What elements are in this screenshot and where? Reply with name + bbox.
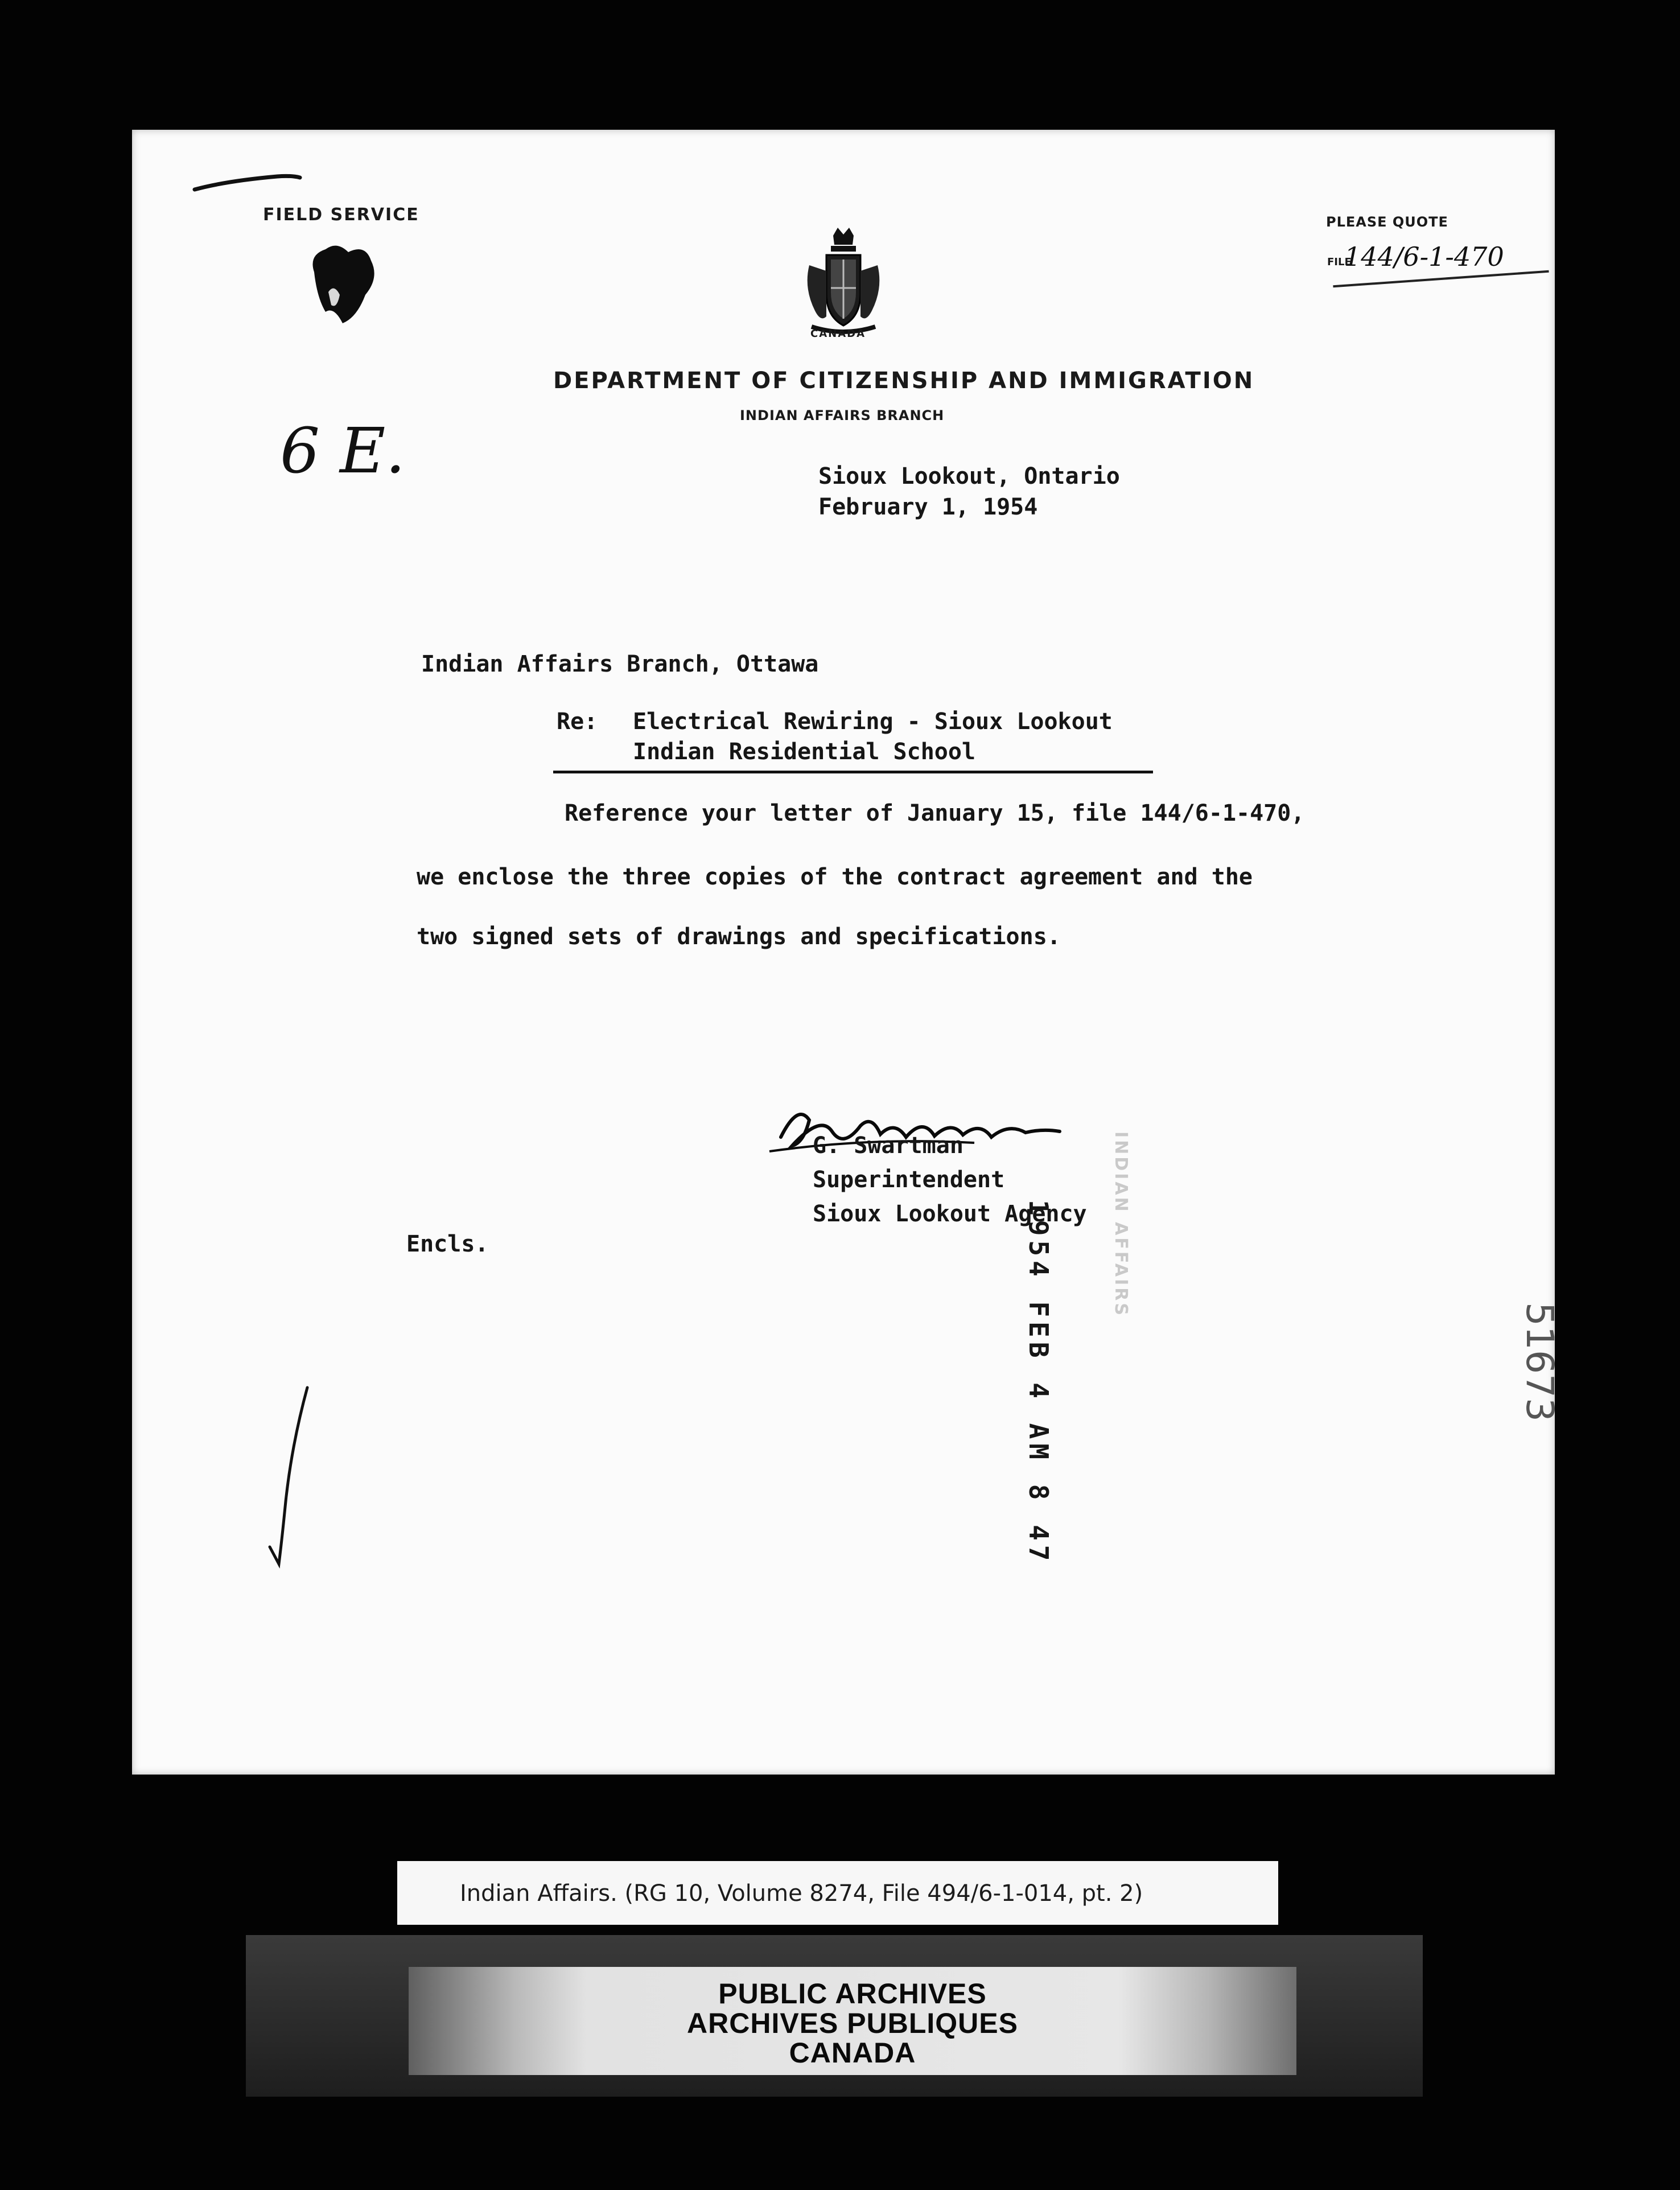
- body-line-1: Reference your letter of January 15, file 144/6-1-470,: [565, 800, 1305, 826]
- body-line-2: we enclose the three copies of the contract agreement and the: [417, 864, 1253, 890]
- pen-stroke-mark: [192, 164, 306, 198]
- subject-underline: [553, 771, 1153, 773]
- department-title: DEPARTMENT OF CITIZENSHIP AND IMMIGRATION: [553, 368, 1255, 394]
- archive-label-line-1: PUBLIC ARCHIVES: [718, 1978, 987, 2010]
- crest-caption: CANADA: [810, 328, 866, 340]
- archive-label-line-3: CANADA: [789, 2037, 916, 2069]
- signer-agency: Sioux Lookout Agency: [813, 1201, 1087, 1227]
- ink-blot: [303, 238, 382, 329]
- signer-title: Superintendent: [813, 1167, 1005, 1193]
- subject-label: Re:: [557, 709, 598, 735]
- archive-caption-text: Indian Affairs. (RG 10, Volume 8274, File 494/6-1-014, pt. 2): [460, 1880, 1143, 1907]
- addressee: Indian Affairs Branch, Ottawa: [421, 651, 819, 677]
- check-mark: [267, 1382, 313, 1570]
- signer-name: G. Swartman: [813, 1133, 963, 1159]
- field-service-label: FIELD SERVICE: [263, 205, 419, 225]
- received-date-stamp: 1954 FEB 4 AM 8 47: [1023, 1200, 1054, 1566]
- please-quote-label: PLEASE QUOTE: [1326, 214, 1448, 230]
- file-label: FILE: [1327, 256, 1352, 268]
- subject-line-2: Indian Residential School: [633, 739, 976, 765]
- registry-number-stamp: 51673: [1518, 1302, 1562, 1422]
- file-number-handwritten: 144/6-1-470: [1344, 241, 1504, 272]
- archive-label-line-2: ARCHIVES PUBLIQUES: [687, 2007, 1018, 2039]
- branch-title: INDIAN AFFAIRS BRANCH: [740, 407, 945, 423]
- file-number-underline: [1333, 270, 1549, 287]
- body-line-3: two signed sets of drawings and specifications.: [417, 924, 1061, 950]
- letter-page: [132, 130, 1562, 1775]
- letter-place: Sioux Lookout, Ontario: [818, 463, 1120, 489]
- public-archives-label: [409, 1967, 1296, 2075]
- archive-label-strip: [246, 1935, 1423, 2097]
- archive-caption-bar: [397, 1861, 1278, 1925]
- enclosures-note: Encls.: [406, 1231, 489, 1257]
- letter-date: February 1, 1954: [818, 494, 1038, 520]
- margin-handwritten-note: 6 E.: [280, 414, 406, 487]
- faint-received-stamp: INDIAN AFFAIRS: [1111, 1131, 1131, 1318]
- subject-line-1: Electrical Rewiring - Sioux Lookout: [633, 709, 1113, 735]
